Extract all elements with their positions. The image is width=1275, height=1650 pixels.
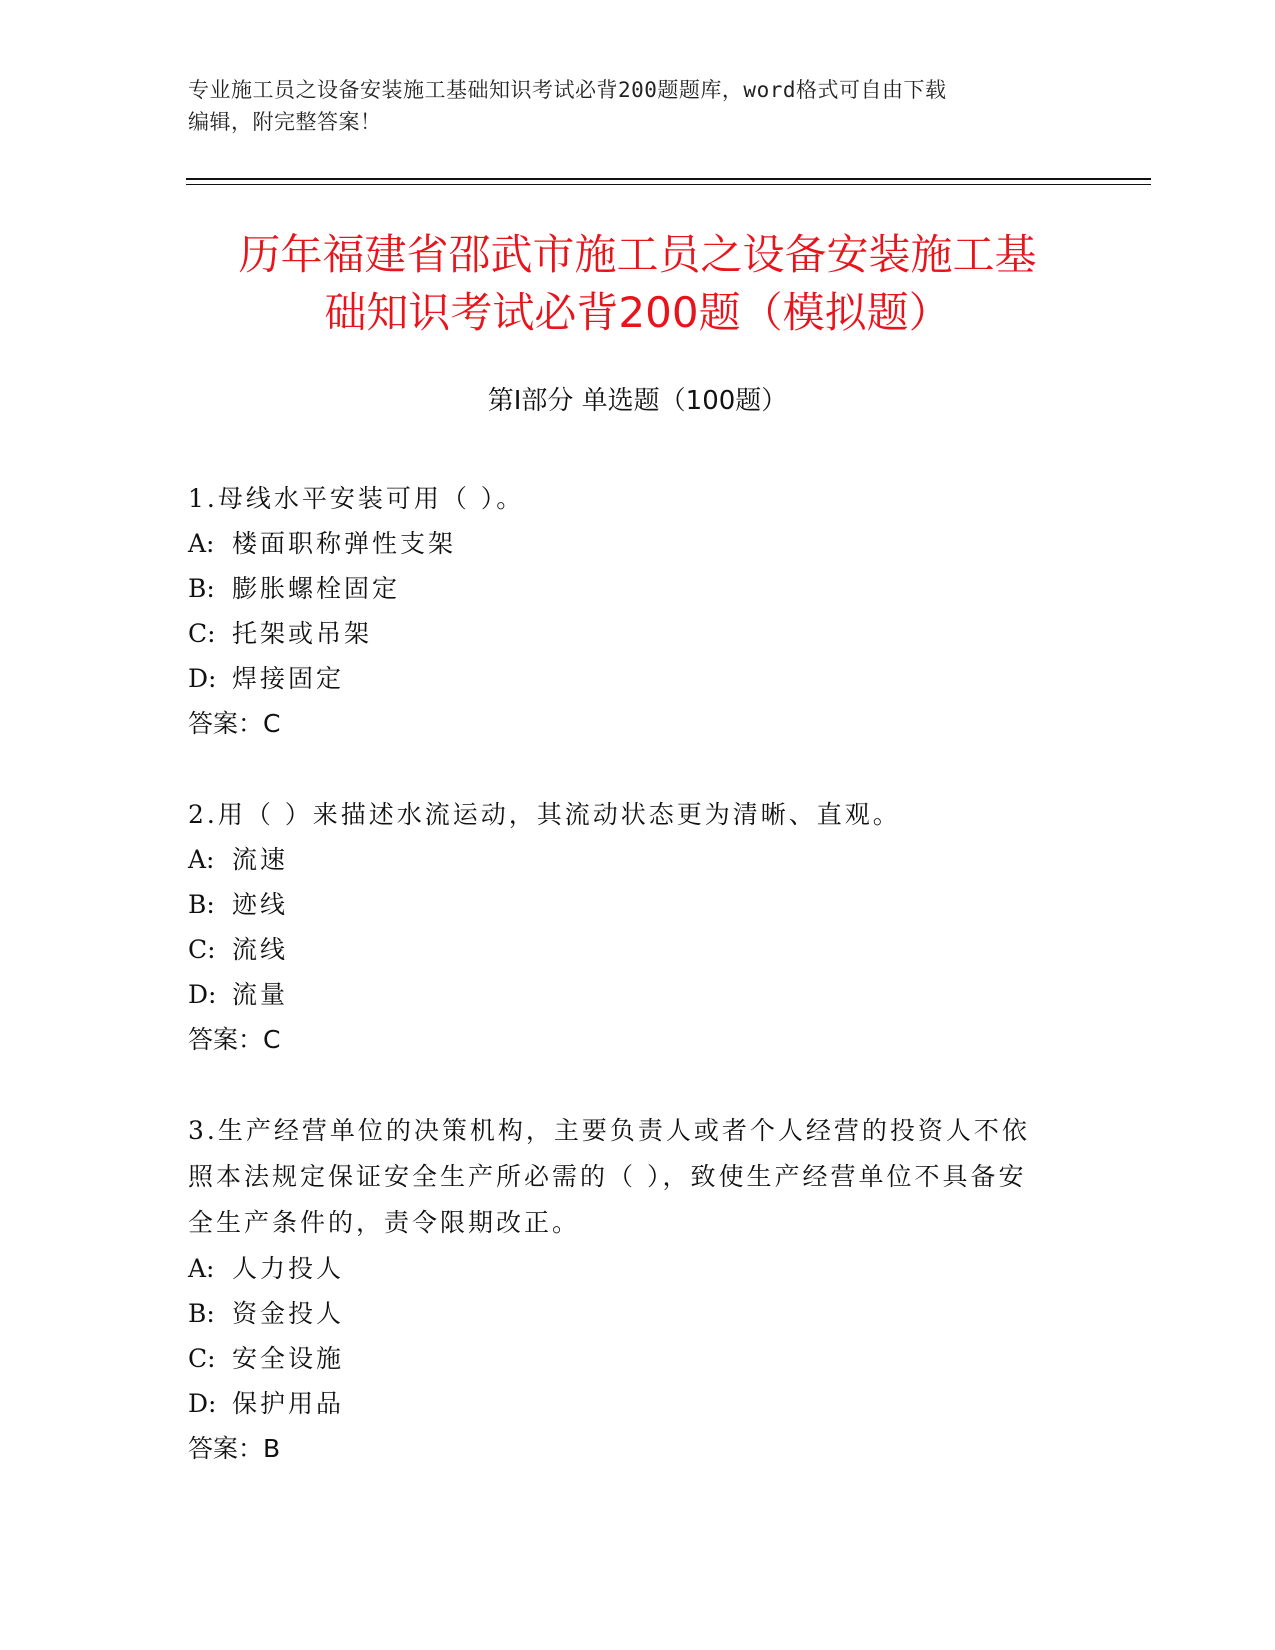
answer-label: 答案：C xyxy=(188,1025,281,1054)
option-text: 托架或吊架 xyxy=(232,619,373,648)
option-letter: D: xyxy=(188,980,217,1009)
option-text: 保护用品 xyxy=(232,1389,345,1418)
option-text: 安全设施 xyxy=(232,1344,345,1373)
option-b xyxy=(188,882,1088,927)
option-letter: B: xyxy=(188,890,215,919)
question-3 xyxy=(188,1108,1088,1471)
header-note xyxy=(188,74,1068,138)
question-stem: 1.母线水平安装可用（ ）。 xyxy=(188,484,525,513)
question-spacer xyxy=(188,1062,1088,1108)
option-text: 流量 xyxy=(232,980,289,1009)
document-title xyxy=(150,226,1125,342)
option-b xyxy=(188,1291,1088,1336)
question-stem-line-2: 照本法规定保证安全生产所必需的（ ），致使生产经营单位不具备安 xyxy=(188,1162,1027,1191)
header-note-line-1: 专业施工员之设备安装施工基础知识考试必背200题题库，word格式可自由下载 xyxy=(188,78,947,102)
answer-label: 答案：B xyxy=(188,1434,281,1463)
question-stem-line-1: 3.生产经营单位的决策机构，主要负责人或者个人经营的投资人不依 xyxy=(188,1116,1030,1145)
option-text: 人力投人 xyxy=(232,1254,345,1283)
answer-label: 答案：C xyxy=(188,709,281,738)
question-2 xyxy=(188,792,1088,1062)
option-text: 流速 xyxy=(232,845,289,874)
option-letter: A: xyxy=(188,1254,215,1283)
document-title-line-1: 历年福建省邵武市施工员之设备安装施工基 xyxy=(238,230,1037,279)
option-text: 楼面职称弹性支架 xyxy=(232,529,457,558)
header-divider-thin xyxy=(186,184,1151,185)
option-d xyxy=(188,656,1088,701)
option-letter: A: xyxy=(188,845,215,874)
option-text: 资金投人 xyxy=(232,1299,345,1328)
option-c xyxy=(188,611,1088,656)
option-a xyxy=(188,1246,1088,1291)
option-a xyxy=(188,521,1088,566)
option-text: 焊接固定 xyxy=(232,664,345,693)
option-letter: C: xyxy=(188,1344,216,1373)
option-text: 迹线 xyxy=(232,890,289,919)
option-b xyxy=(188,566,1088,611)
header-divider-thick xyxy=(186,178,1151,180)
option-letter: B: xyxy=(188,574,215,603)
question-stem: 2.用（ ）来描述水流运动，其流动状态更为清晰、直观。 xyxy=(188,800,901,829)
option-text: 膨胀螺栓固定 xyxy=(232,574,401,603)
option-c xyxy=(188,1336,1088,1381)
option-letter: C: xyxy=(188,619,216,648)
option-a xyxy=(188,837,1088,882)
option-letter: B: xyxy=(188,1299,215,1328)
option-d xyxy=(188,1381,1088,1426)
option-letter: A: xyxy=(188,529,215,558)
option-letter: D: xyxy=(188,664,217,693)
option-letter: D: xyxy=(188,1389,217,1418)
option-c xyxy=(188,927,1088,972)
question-spacer xyxy=(188,746,1088,792)
option-d xyxy=(188,972,1088,1017)
question-list xyxy=(188,476,1088,1471)
document-title-line-2: 础知识考试必背200题（模拟题） xyxy=(324,288,951,337)
header-note-line-2: 编辑，附完整答案！ xyxy=(188,110,382,134)
option-text: 流线 xyxy=(232,935,289,964)
option-letter: C: xyxy=(188,935,216,964)
question-1 xyxy=(188,476,1088,746)
question-stem-line-3: 全生产条件的，责令限期改正。 xyxy=(188,1208,581,1237)
section-heading: 第Ⅰ部分 单选题（100题） xyxy=(487,386,788,416)
